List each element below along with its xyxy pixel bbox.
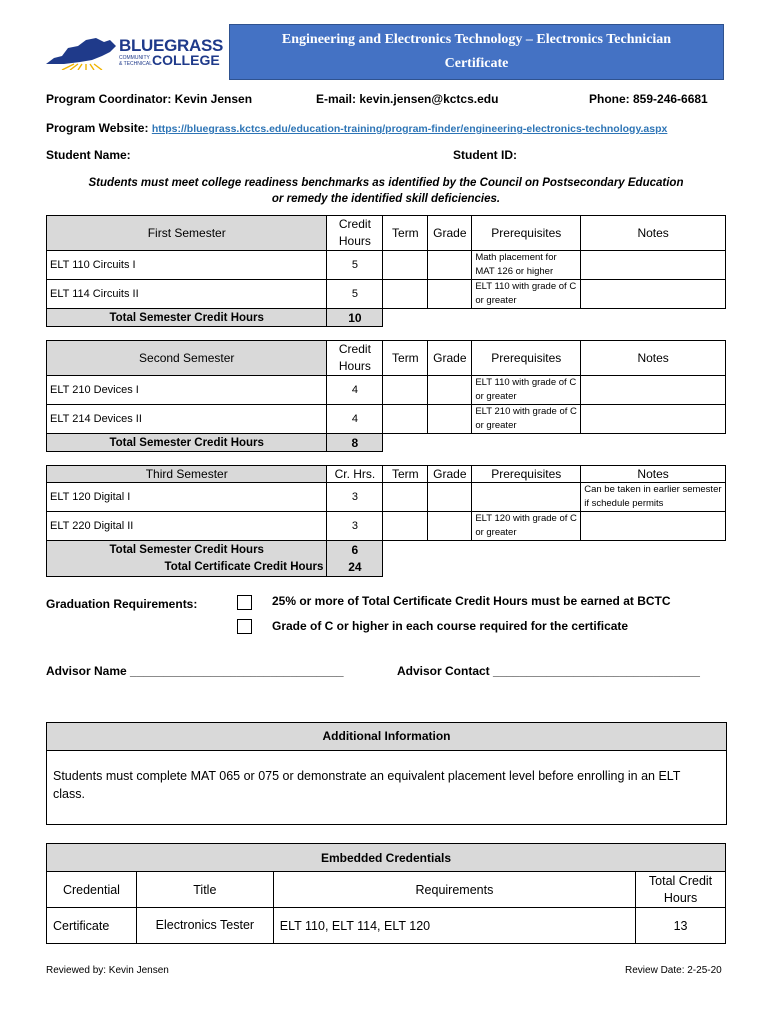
course-credits: 4 — [327, 376, 383, 405]
table-row — [47, 405, 726, 434]
total-credits: 8 — [327, 434, 383, 452]
requirement-checkbox-2[interactable] — [237, 619, 252, 634]
credit-header: Credit Hours — [327, 216, 383, 251]
embedded-title: Embedded Credentials — [47, 844, 726, 872]
course-notes — [581, 251, 726, 280]
logo-sub1: COMMUNITY — [119, 55, 150, 61]
course-credits: 3 — [327, 512, 383, 541]
graduation-label: Graduation Requirements: — [46, 597, 198, 611]
grade-header: Grade — [428, 466, 472, 483]
term-header: Term — [383, 341, 428, 376]
review-date: Review Date: 2-25-20 — [625, 965, 722, 976]
total-hours-header: Total Credit Hours — [636, 872, 726, 908]
term-header: Term — [383, 466, 428, 483]
readiness-note — [46, 175, 726, 207]
course-name: ELT 214 Devices II — [47, 405, 327, 434]
readiness-note-line2: or remedy the identified skill deficiencies. — [271, 193, 501, 205]
total-label: Total Semester Credit Hours — [109, 543, 264, 556]
third-semester-table — [46, 465, 726, 577]
cert-total-credits: 24 — [348, 559, 362, 574]
term-cell[interactable] — [383, 483, 428, 512]
table-row — [47, 280, 726, 309]
prereq-header: Prerequisites — [472, 466, 581, 483]
prereq-header: Prerequisites — [472, 341, 581, 376]
term-cell[interactable] — [383, 405, 428, 434]
notes-header: Notes — [581, 216, 726, 251]
table-row — [47, 251, 726, 280]
logo-sub2: & TECHNICAL — [119, 61, 152, 67]
course-name: ELT 120 Digital I — [47, 483, 327, 512]
grade-cell[interactable] — [428, 405, 472, 434]
additional-info-text: Students must complete MAT 065 or 075 or demonstrate an equivalent placement level before enrolling in an ELT class. — [53, 769, 681, 801]
course-prereq — [472, 483, 581, 512]
semester-title: Third Semester — [47, 466, 327, 483]
title-header: Title — [136, 872, 273, 908]
term-cell[interactable] — [383, 280, 428, 309]
requirement-2: Grade of C or higher in each course required for the certificate — [272, 619, 629, 633]
grade-cell[interactable] — [428, 512, 472, 541]
credential-requirements: ELT 110, ELT 114, ELT 120 — [273, 908, 635, 944]
embedded-credentials-table — [46, 843, 726, 944]
term-cell[interactable] — [383, 251, 428, 280]
course-prereq: ELT 210 with grade of C or greater — [472, 405, 581, 434]
course-notes: Can be taken in earlier semester if schedule permits — [581, 483, 726, 512]
grade-header: Grade — [428, 216, 472, 251]
course-name: ELT 220 Digital II — [47, 512, 327, 541]
course-prereq: ELT 120 with grade of C or greater — [472, 512, 581, 541]
advisor-name-line[interactable]: ________________________________ — [130, 664, 344, 678]
credential-title: Electronics Tester — [136, 908, 273, 944]
advisor-name — [46, 664, 344, 678]
credential-cell: Certificate — [47, 908, 137, 944]
total-values — [327, 541, 383, 577]
notes-header: Notes — [581, 466, 726, 483]
program-coordinator: Program Coordinator: Kevin Jensen — [46, 92, 253, 106]
course-name: ELT 110 Circuits I — [47, 251, 327, 280]
coordinator-phone: Phone: 859-246-6681 — [589, 92, 708, 106]
program-title-box — [229, 24, 724, 80]
semester-title: Second Semester — [47, 341, 327, 376]
second-semester-table — [46, 340, 726, 452]
reviewed-by: Reviewed by: Kevin Jensen — [46, 965, 169, 976]
grade-cell[interactable] — [428, 280, 472, 309]
course-notes — [581, 280, 726, 309]
requirement-checkbox-1[interactable] — [237, 595, 252, 610]
advisor-name-label: Advisor Name — [46, 664, 127, 678]
grade-cell[interactable] — [428, 251, 472, 280]
course-credits: 3 — [327, 483, 383, 512]
table-row — [47, 376, 726, 405]
website-link[interactable]: https://bluegrass.kctcs.edu/education-training/program-finder/engineering-electronics-technology.aspx — [151, 123, 668, 135]
program-website — [46, 121, 667, 135]
table-row — [47, 512, 726, 541]
term-cell[interactable] — [383, 512, 428, 541]
kentucky-map-icon — [44, 34, 120, 70]
course-notes — [581, 376, 726, 405]
cert-total-label: Total Certificate Credit Hours — [164, 560, 324, 573]
course-prereq: ELT 110 with grade of C or greater — [472, 376, 581, 405]
course-notes — [581, 405, 726, 434]
logo-name: BLUEGRASS — [119, 36, 224, 55]
term-header: Term — [383, 216, 428, 251]
grade-cell[interactable] — [428, 483, 472, 512]
advisor-contact-label: Advisor Contact — [397, 664, 490, 678]
prereq-header: Prerequisites — [472, 216, 581, 251]
logo-college: COLLEGE — [152, 52, 220, 68]
course-credits: 4 — [327, 405, 383, 434]
student-name-label: Student Name: — [46, 148, 131, 162]
grade-cell[interactable] — [428, 376, 472, 405]
advisor-contact — [397, 664, 700, 678]
course-name: ELT 210 Devices I — [47, 376, 327, 405]
program-title-line2: Certificate — [444, 56, 509, 71]
course-prereq: Math placement for MAT 126 or higher — [472, 251, 581, 280]
first-semester-table — [46, 215, 726, 327]
credential-hours: 13 — [636, 908, 726, 944]
readiness-note-line1: Students must meet college readiness benchmarks as identified by the Council on Postsecondary Education — [88, 177, 684, 189]
credit-header: Cr. Hrs. — [327, 466, 383, 483]
table-row — [47, 483, 726, 512]
total-label: Total Semester Credit Hours — [47, 434, 327, 452]
total-credits: 6 — [351, 542, 359, 557]
total-label: Total Semester Credit Hours — [47, 309, 327, 327]
requirement-1: 25% or more of Total Certificate Credit Hours must be earned at BCTC — [272, 594, 671, 608]
course-prereq: ELT 110 with grade of C or greater — [472, 280, 581, 309]
course-name: ELT 114 Circuits II — [47, 280, 327, 309]
term-cell[interactable] — [383, 376, 428, 405]
requirements-header: Requirements — [273, 872, 635, 908]
total-credits: 10 — [327, 309, 383, 327]
total-labels — [47, 541, 327, 577]
notes-header: Notes — [581, 341, 726, 376]
college-logo — [44, 34, 224, 74]
additional-info-box — [46, 722, 727, 825]
additional-info-title: Additional Information — [47, 723, 726, 751]
table-row — [47, 908, 726, 944]
course-credits: 5 — [327, 280, 383, 309]
grade-header: Grade — [428, 341, 472, 376]
credit-header: Credit Hours — [327, 341, 383, 376]
website-label: Program Website: — [46, 121, 149, 135]
course-credits: 5 — [327, 251, 383, 280]
advisor-contact-line[interactable]: _______________________________ — [493, 664, 700, 678]
semester-title: First Semester — [47, 216, 327, 251]
credential-header: Credential — [47, 872, 137, 908]
program-title-line1: Engineering and Electronics Technology – Electronics Technician — [281, 32, 672, 47]
student-id-label: Student ID: — [453, 148, 517, 162]
coordinator-email: E-mail: kevin.jensen@kctcs.edu — [316, 92, 499, 106]
course-notes — [581, 512, 726, 541]
